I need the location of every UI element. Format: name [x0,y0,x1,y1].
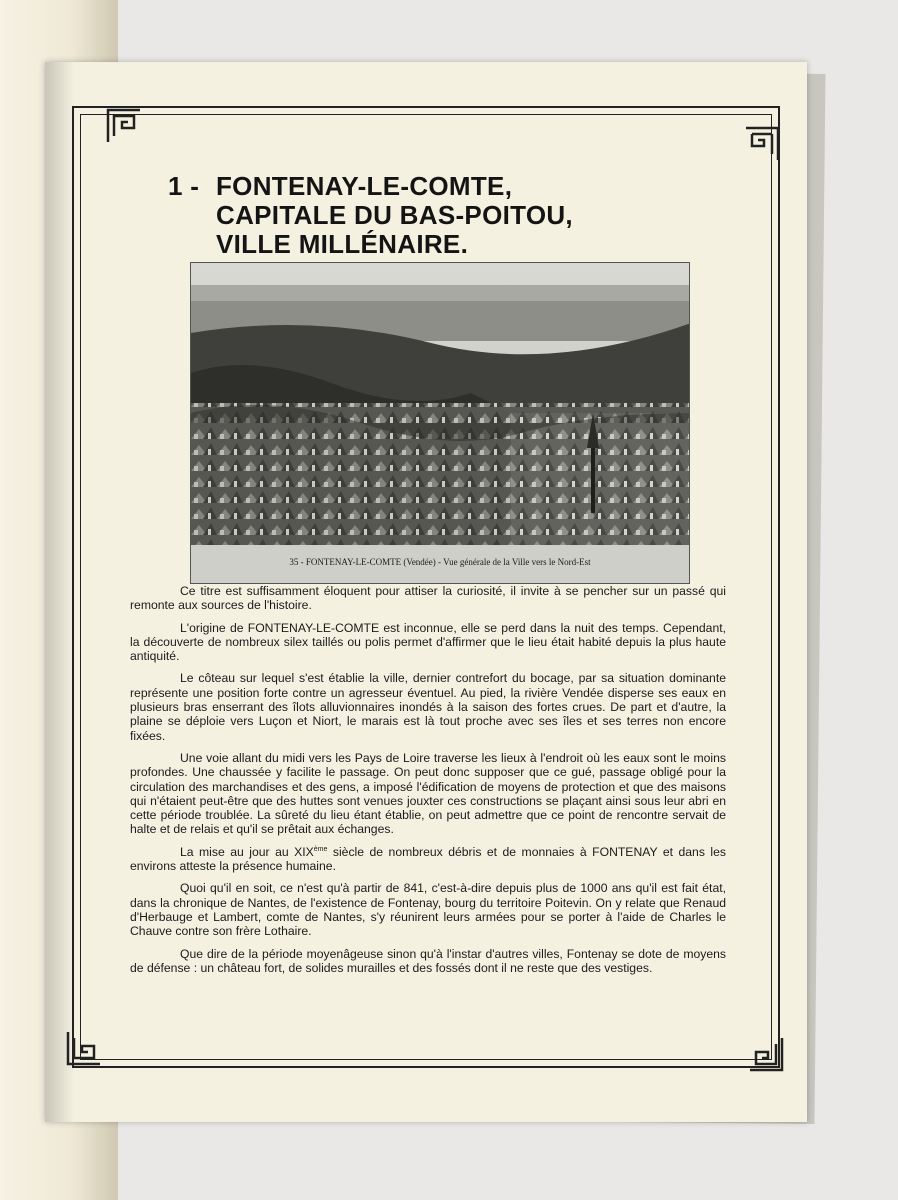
corner-ornament-bottom-right [748,1036,784,1072]
paragraph-4: Une voie allant du midi vers les Pays de Loire traverse les lieux à l'endroit où les eaux sont le moins profondes. Une chaussée y facilite le passage. On peut donc supposer que ce gué, passage obligé pour la circulation des marchandises et des gens, a imposé l'édification de moyens de protection et que des maisons qui n'étaient peut-être que des huttes sont venues jouxter ces constructions se plaçant ainsi sous leur abri en cette période troublée. La sûreté du lieu étant établie, on peut admettre que ce point de rencontre servait de halte et de relais et qu'il se prêtait aux échanges. [130,750,726,837]
chapter-title [216,171,573,259]
chapter-title-line-1: FONTENAY-LE-COMTE, [216,171,513,201]
corner-ornament-top-left [106,108,142,144]
paragraph-2: L'origine de FONTENAY-LE-COMTE est inconnue, elle se perd dans la nuit des temps. Cependant, la découverte de nombreux silex taillés ou polis permet d'affirmer que le lieu était habité depuis la plus haute antiquité. [130,620,726,664]
body-text [130,584,726,983]
century-superscript: ème [313,845,328,853]
paragraph-3: Le côteau sur lequel s'est établie la ville, dernier contrefort du bocage, par sa situation dominante représente une position forte contre un agresseur éventuel. Au pied, la rivière Vendée disperse ses eaux en plusieurs bras enserrant des îlots alluvionnaires inondés à la saison des fortes crues. De part et d'autre, la plaine se déploie vers Luçon et Niort, le marais est là tout proche avec ses îles et ses terres non encore fixées. [130,671,726,743]
chapter-title-line-2: CAPITALE DU BAS-POITOU, [216,200,573,230]
town-panorama-illustration [191,263,690,584]
chapter-number: 1 - [168,171,200,201]
paragraph-5-end: siècle de nombreux débris et de monnaies à FONTENAY et dans les environs atteste la présence humaine. [130,844,726,874]
chapter-title-line-3: VILLE MILLÉNAIRE. [216,229,469,259]
paragraph-7: Que dire de la période moyenâgeuse sinon qu'à l'instar d'autres villes, Fontenay se dote de moyens de défense : un château fort, de solides murailles et des fossés dont il ne reste que des vestiges. [130,946,726,975]
paragraph-1: Ce titre est suffisamment éloquent pour attiser la curiosité, il invite à se pencher sur un passé qui remonte aux sources de l'histoire. [130,584,726,613]
paragraph-5 [130,845,726,874]
paragraph-5-start: La mise au jour au XIX [180,844,314,859]
photo-caption: 35 - FONTENAY-LE-COMTE (Vendée) - Vue générale de la Ville vers le Nord-Est [289,557,591,567]
page-gutter-shadow [45,62,75,1122]
historic-town-photo [190,262,690,584]
paragraph-6: Quoi qu'il en soit, ce n'est qu'à partir de 841, c'est-à-dire depuis plus de 1000 ans qu'il est fait état, dans la chronique de Nantes, de l'existence de Fontenay, bourg du territoire Poitevin. On y relate que Renaud d'Herbauge et Lambert, comte de Nantes, s'y réunirent leurs armées pour se porter à l'aide de Charles le Chauve contre son frère Lothaire. [130,881,726,939]
corner-ornament-bottom-left [66,1030,102,1066]
corner-ornament-top-right [744,126,780,162]
